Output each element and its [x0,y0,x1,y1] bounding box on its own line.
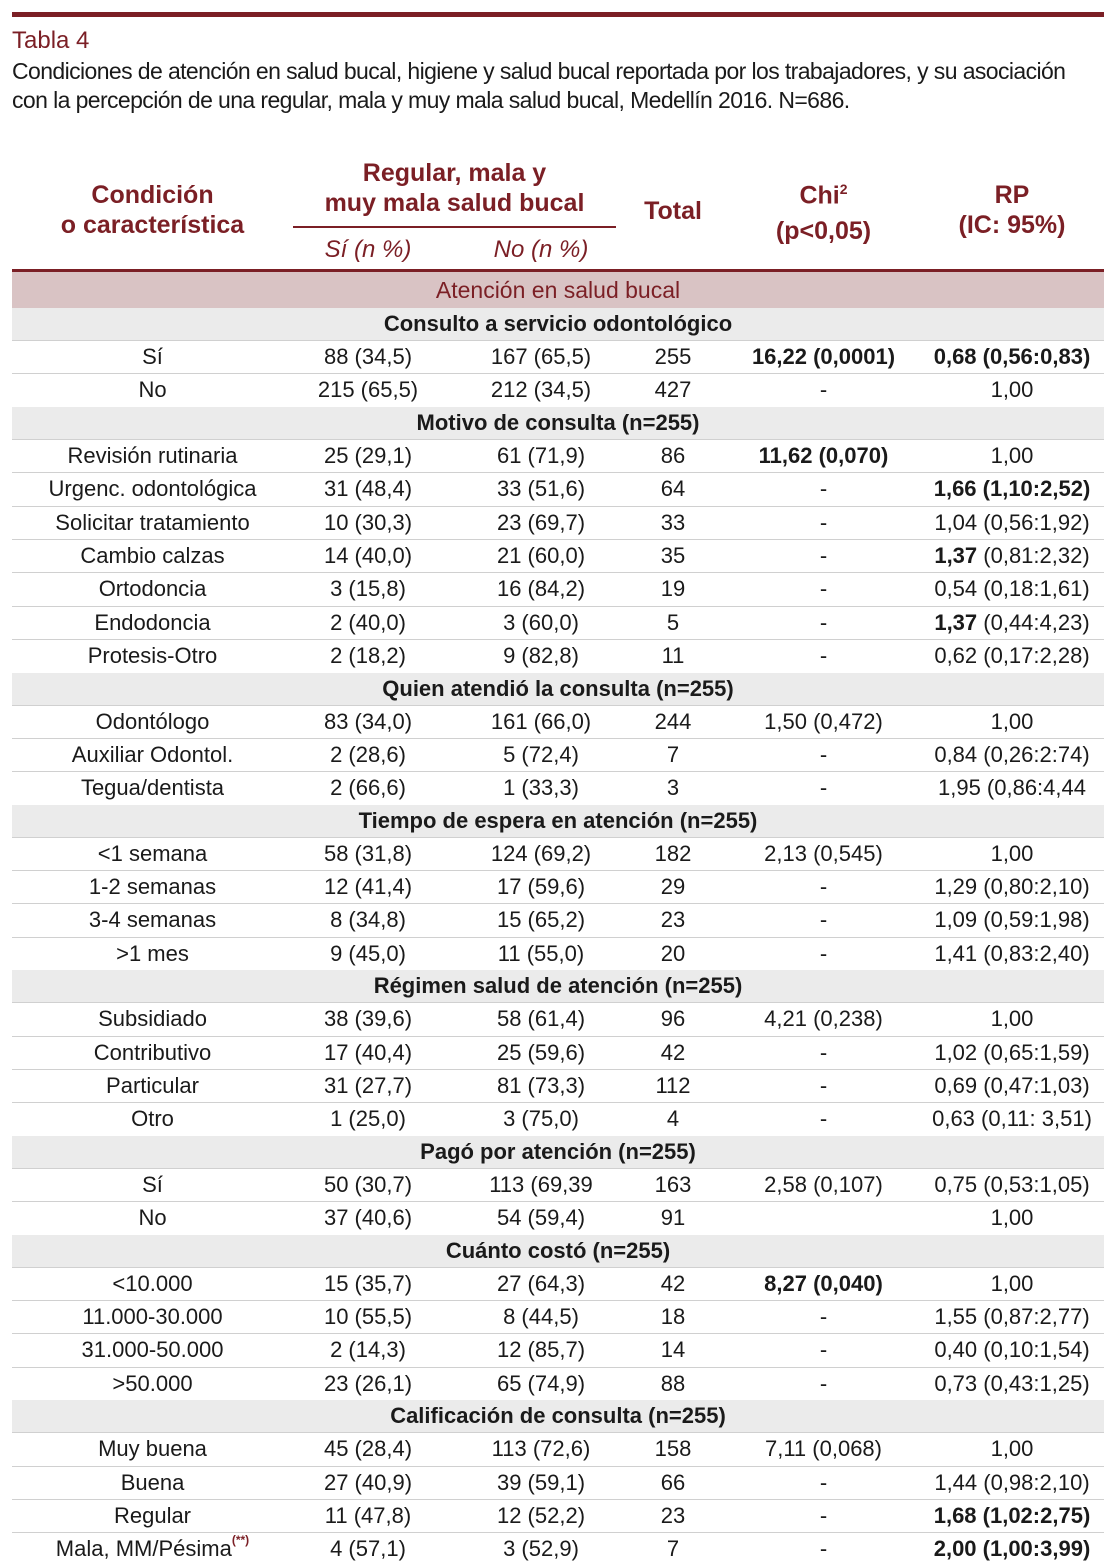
cell-si: 11 (47,8) [324,1502,412,1528]
cell-si: 58 (31,8) [323,840,413,866]
cell-condicion [12,1301,293,1333]
table-row [12,870,1104,903]
cell-no: 54 (59,4) [496,1205,586,1231]
cell-condicion-text: Auxiliar Odontol. [71,741,234,767]
table-row [12,705,1104,738]
cell-si: 4 (57,1) [330,1536,406,1562]
cell-chi: 4,21 (0,238) [764,1006,883,1032]
cell-no: 161 (66,0) [490,708,592,734]
cell-condicion [12,374,293,406]
cell-total: 86 [660,442,686,468]
cell-no: 124 (69,2) [490,840,592,866]
cell-total: 29 [660,874,686,900]
cell-no: 12 (52,2) [496,1502,586,1528]
cell-no: 3 (52,9) [503,1536,579,1562]
cell-rp [920,607,1104,639]
table-row [12,639,1104,672]
group-header: Cuánto costó (n=255) [12,1235,1104,1267]
cell-si: 50 (30,7) [323,1171,413,1197]
cell-rp: 1,41 (0,83:2,40) [934,940,1090,966]
cell-si: 31 (27,7) [323,1073,413,1099]
cell-no: 23 (69,7) [496,509,586,535]
header-percepcion-line1: Regular, mala y [362,159,547,187]
cell-condicion-text: Urgenc. odontológica [48,476,257,502]
table-row [12,771,1104,804]
cell-condicion [12,904,293,936]
cell-condicion-text: Regular [113,1502,192,1528]
group-header: Régimen salud de atención (n=255) [12,970,1104,1002]
cell-condicion-text: Odontólogo [95,708,210,734]
table-row [12,1466,1104,1499]
cell-condicion-text: No [138,1205,167,1231]
cell-total: 5 [666,609,680,635]
cell-rp: 1,00 [990,1205,1034,1231]
cell-condicion-text: Muy buena [98,1436,207,1462]
cell-no: 1 (33,3) [503,775,579,801]
table-row [12,1201,1104,1234]
cell-condicion [12,871,293,903]
cell-total: 88 [660,1370,686,1396]
cell-condicion-text: Ortodoncia [98,576,207,602]
cell-chi: 2,13 (0,545) [764,840,883,866]
table-row [12,1333,1104,1366]
cell-condicion [12,1202,293,1234]
cell-condicion-text: <10.000 [112,1270,193,1296]
group-header: Motivo de consulta (n=255) [12,407,1104,439]
cell-condicion [12,1268,293,1300]
header-no: No (n %) [493,236,589,263]
cell-condicion-text: Tegua/dentista [80,775,225,801]
cell-condicion [12,1533,293,1565]
header-chi-label: Chi [799,181,840,210]
cell-rp: 1,02 (0,65:1,59) [934,1039,1090,1065]
cell-chi: - [819,1303,828,1329]
cell-condicion [12,706,293,738]
header-condicion-line1: Condición [91,181,214,209]
cell-condicion-text: <1 semana [97,840,208,866]
cell-si: 2 (14,3) [330,1337,406,1363]
table-label: Tabla 4 [12,27,90,54]
cell-no: 8 (44,5) [503,1303,579,1329]
cell-si: 2 (66,6) [330,775,406,801]
cell-condicion [12,507,293,539]
cell-condicion [12,1070,293,1102]
cell-si: 37 (40,6) [323,1205,413,1231]
cell-no: 33 (51,6) [496,476,586,502]
cell-no: 3 (60,0) [503,609,579,635]
cell-chi: 1,50 (0,472) [764,708,883,734]
cell-rp-value: 1,37 [934,542,978,568]
table-row [12,439,1104,472]
cell-condicion-text: Solicitar tratamiento [55,509,250,535]
cell-condicion [12,1500,293,1532]
cell-condicion [12,640,293,672]
cell-no: 12 (85,7) [496,1337,586,1363]
cell-condicion-text: Protesis-Otro [87,643,218,669]
cell-total: 23 [660,1502,686,1528]
table-row [12,1036,1104,1069]
cell-no: 27 (64,3) [496,1270,586,1296]
header-chi-superscript: 2 [839,181,848,197]
cell-condicion [12,772,293,804]
cell-total: 18 [660,1303,686,1329]
cell-si: 2 (28,6) [330,741,406,767]
cell-total: 255 [654,344,692,369]
cell-total: 20 [660,940,686,966]
cell-condicion-text: Sí [142,1171,163,1197]
table-row [12,340,1104,373]
cell-chi: - [819,1502,828,1528]
cell-total: 14 [660,1337,686,1363]
cell-chi: 11,62 (0,070) [758,442,889,468]
header-rp [920,180,1104,240]
header-percepcion-line2: muy mala salud bucal [324,189,585,217]
cell-condicion-text: Buena [120,1469,185,1495]
cell-no: 81 (73,3) [496,1073,586,1099]
cell-si: 3 (15,8) [330,576,406,602]
cell-rp: 0,75 (0,53:1,05) [934,1171,1090,1197]
cell-no: 113 (72,6) [491,1436,591,1462]
cell-si: 88 (34,5) [323,344,413,369]
header-condicion-line2: o característica [60,211,245,239]
cell-total: 3 [666,775,680,801]
cell-no: 212 (34,5) [490,377,592,403]
cell-condicion [12,440,293,472]
header-condicion [12,180,293,240]
cell-chi: - [819,1039,828,1065]
cell-condicion [12,1368,293,1400]
cell-rp [920,540,1104,572]
cell-condicion-text: Revisión rutinaria [67,442,238,468]
cell-condicion [12,739,293,771]
cell-total: 7 [666,1536,680,1562]
cell-condicion [12,838,293,870]
cell-total: 427 [654,377,692,403]
cell-chi: 16,22 (0,0001) [751,344,896,369]
cell-total: 7 [666,741,680,767]
table-row [12,373,1104,406]
cell-rp: 1,44 (0,98:2,10) [934,1469,1090,1495]
cell-condicion [12,1003,293,1035]
cell-no: 25 (59,6) [496,1039,586,1065]
cell-no: 15 (65,2) [496,907,586,933]
cell-rp: 0,69 (0,47:1,03) [934,1073,1090,1099]
cell-condicion-text: >1 mes [116,940,189,966]
cell-condicion [12,1334,293,1366]
cell-condicion-text: Endodoncia [94,609,211,635]
cell-rp: 0,54 (0,18:1,61) [934,576,1090,602]
cell-condicion [12,1467,293,1499]
cell-rp: 1,04 (0,56:1,92) [934,509,1090,535]
cell-condicion [12,473,293,505]
header-rp-label: RP [994,181,1030,209]
cell-condicion-text: Particular [106,1073,199,1099]
header-si: Sí (n %) [324,236,412,263]
cell-chi: - [819,609,828,635]
cell-rp-interval: (0,81:2,32) [977,542,1090,568]
cell-rp: 1,00 [990,1270,1034,1296]
cell-total: 11 [661,643,685,669]
cell-no: 11 (55,0) [497,940,585,966]
table-row [12,837,1104,870]
cell-rp: 1,00 [990,377,1034,403]
group-header: Tiempo de espera en atención (n=255) [12,805,1104,837]
cell-rp: 1,00 [990,708,1034,734]
cell-chi: - [819,874,828,900]
cell-chi: - [819,1106,828,1132]
table-row [12,572,1104,605]
cell-si: 38 (39,6) [323,1006,413,1032]
section-header: Atención en salud bucal [12,272,1104,308]
cell-condicion-text: Sí [142,344,163,369]
cell-rp-interval: (0,44:4,23) [977,609,1090,635]
cell-total: 96 [660,1006,686,1032]
cell-rp: 1,68 (1,02:2,75) [933,1502,1091,1528]
cell-chi: - [819,576,828,602]
cell-no: 167 (65,5) [490,344,592,369]
cell-si: 23 (26,1) [323,1370,413,1396]
cell-si: 10 (55,5) [323,1303,413,1329]
header-percepcion [293,158,616,218]
table-row [12,1367,1104,1400]
cell-chi: - [819,476,828,502]
cell-condicion-text: Contributivo [93,1039,212,1065]
cell-condicion [12,573,293,605]
cell-total: 158 [654,1436,692,1462]
cell-condicion [12,540,293,572]
cell-rp: 2,00 (1,00:3,99) [933,1536,1091,1562]
cell-rp: 1,00 [990,442,1034,468]
table-caption: Condiciones de atención en salud bucal, higiene y salud bucal reportada por los trabajadores, y su asociación con la percepción de una regular, mala y muy mala salud bucal, Medellín 2016. N=686. [12,58,1066,113]
cell-no: 39 (59,1) [496,1469,586,1495]
cell-si: 1 (25,0) [330,1106,406,1132]
cell-total: 33 [660,509,686,535]
cell-chi: - [819,940,828,966]
table-body [12,272,1104,1566]
group-header: Consulto a servicio odontológico [12,308,1104,340]
cell-no: 61 (71,9) [496,442,586,468]
cell-condicion [12,1037,293,1069]
cell-total: 66 [660,1469,686,1495]
cell-total: 19 [660,576,686,602]
cell-no: 9 (82,8) [503,643,579,669]
cell-no: 21 (60,0) [496,542,586,568]
table-row [12,1432,1104,1465]
footnote-marker: (**) [231,1533,250,1548]
cell-si: 12 (41,4) [323,874,413,900]
cell-si: 2 (40,0) [330,609,406,635]
cell-no: 58 (61,4) [496,1006,586,1032]
cell-chi: - [819,377,828,403]
cell-no: 17 (59,6) [496,874,586,900]
cell-condicion [12,938,293,970]
cell-condicion [12,341,293,373]
cell-condicion [12,1433,293,1465]
table-row [12,1300,1104,1333]
cell-condicion-text: Mala, MM/Pésima [55,1536,232,1562]
header-total: Total [644,197,702,225]
cell-si: 45 (28,4) [323,1436,413,1462]
cell-chi: - [819,1370,828,1396]
table-row [12,1002,1104,1035]
cell-no: 16 (84,2) [496,576,586,602]
cell-rp: 1,00 [990,840,1034,866]
cell-no: 113 (69,39 [489,1171,593,1197]
cell-rp: 1,00 [990,1436,1034,1462]
cell-total: 163 [654,1171,692,1197]
cell-total: 91 [660,1205,686,1231]
cell-condicion [12,607,293,639]
cell-chi: 7,11 (0,068) [764,1436,882,1462]
cell-chi: - [819,907,828,933]
cell-condicion-text: Cambio calzas [80,542,225,568]
table-row [12,1168,1104,1201]
cell-total: 182 [654,840,692,866]
cell-si: 15 (35,7) [323,1270,413,1296]
cell-si: 8 (34,8) [330,907,406,933]
cell-si: 2 (18,2) [330,643,406,669]
table-row [12,937,1104,970]
table-row [12,1069,1104,1102]
cell-chi: - [819,1073,828,1099]
top-rule [12,12,1104,17]
cell-condicion-text: 11.000-30.000 [82,1303,223,1329]
cell-condicion-text: No [138,377,167,403]
cell-rp: 1,00 [990,1006,1034,1032]
cell-si: 14 (40,0) [323,542,413,568]
cell-condicion-text: 31.000-50.000 [81,1337,224,1363]
table-row [12,506,1104,539]
cell-rp-value: 1,37 [934,609,978,635]
table-row [12,1499,1104,1532]
cell-si: 10 (30,3) [323,509,413,535]
cell-condicion-text: 1-2 semanas [88,874,217,900]
cell-rp: 0,73 (0,43:1,25) [934,1370,1090,1396]
cell-chi: - [819,775,828,801]
cell-total: 42 [660,1270,686,1296]
cell-total: 4 [666,1106,680,1132]
cell-si: 9 (45,0) [330,940,406,966]
cell-rp: 0,68 (0,56:0,83) [933,344,1091,369]
cell-rp: 0,62 (0,17:2,28) [934,643,1090,669]
cell-rp: 0,40 (0,10:1,54) [934,1337,1090,1363]
group-header: Quien atendió la consulta (n=255) [12,673,1104,705]
cell-total: 244 [654,708,692,734]
table-row [12,738,1104,771]
cell-chi: 2,58 (0,107) [764,1171,883,1197]
table-row [12,1532,1104,1565]
cell-rp: 1,66 (1,10:2,52) [933,476,1091,502]
header-rp-ic: (IC: 95%) [958,211,1066,239]
cell-no: 65 (74,9) [496,1370,586,1396]
cell-si: 83 (34,0) [323,708,413,734]
cell-chi: - [819,643,828,669]
cell-no: 3 (75,0) [503,1106,579,1132]
table-row [12,1102,1104,1135]
cell-si: 27 (40,9) [323,1469,413,1495]
cell-si: 17 (40,4) [323,1039,413,1065]
header-chi-p: (p<0,05) [775,217,872,246]
cell-total: 42 [660,1039,686,1065]
cell-total: 23 [660,907,686,933]
cell-si: 25 (29,1) [323,442,413,468]
table-row [12,472,1104,505]
cell-no: 5 (72,4) [503,741,579,767]
cell-chi: - [819,1536,828,1562]
cell-condicion [12,1103,293,1135]
cell-condicion-text: 3-4 semanas [88,907,217,933]
cell-rp: 1,55 (0,87:2,77) [934,1303,1090,1329]
cell-condicion-text: >50.000 [112,1370,193,1396]
table-row [12,539,1104,572]
cell-chi: - [819,1337,828,1363]
cell-total: 35 [660,542,686,568]
cell-chi: - [819,542,828,568]
cell-rp: 1,29 (0,80:2,10) [934,874,1090,900]
cell-chi: 8,27 (0,040) [764,1270,883,1296]
cell-rp: 0,84 (0,26:2:74) [934,741,1090,767]
cell-total: 112 [655,1073,691,1099]
table-row [12,903,1104,936]
cell-condicion-text: Otro [131,1106,174,1132]
cell-rp: 0,63 (0,11: 3,51) [932,1106,1092,1132]
cell-chi: - [819,741,828,767]
group-header: Calificación de consulta (n=255) [12,1400,1104,1432]
cell-condicion [12,1169,293,1201]
cell-rp: 1,09 (0,59:1,98) [934,907,1090,933]
cell-condicion-text: Subsidiado [98,1006,207,1032]
cell-rp: 1,95 (0,86:4,44 [937,775,1086,801]
cell-si: 31 (48,4) [323,476,413,502]
cell-si: 215 (65,5) [317,377,419,403]
table-row [12,1267,1104,1300]
header-percepcion-underline [293,226,616,228]
cell-total: 64 [660,476,686,502]
table-row [12,606,1104,639]
cell-chi: - [819,509,828,535]
header-chi [727,174,920,246]
cell-chi: - [819,1469,828,1495]
group-header: Pagó por atención (n=255) [12,1136,1104,1168]
